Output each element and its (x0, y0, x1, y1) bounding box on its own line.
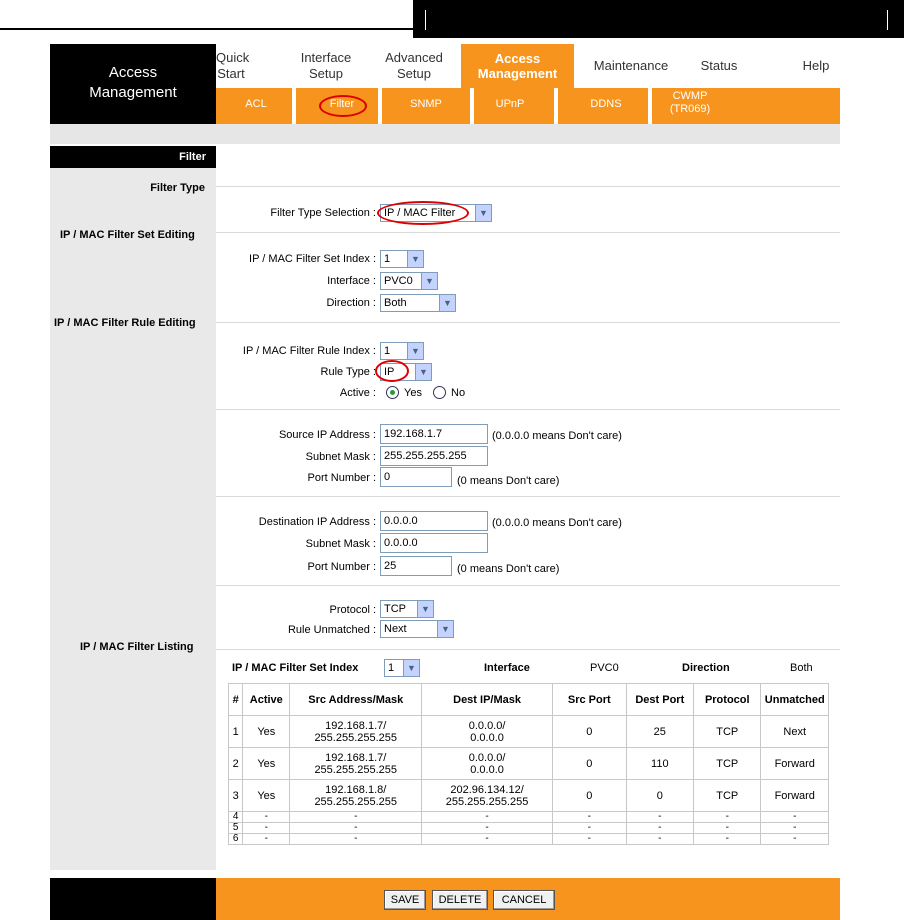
subnav-acl[interactable]: ACL (245, 98, 267, 110)
listing-set-index-select[interactable]: 1 ▼ (384, 659, 420, 677)
section-filter-type: Filter Type (150, 182, 205, 194)
col-dest: Dest IP/Mask (422, 684, 553, 716)
section-header (50, 44, 216, 124)
top-bar-right (413, 0, 904, 38)
col-num: # (229, 684, 243, 716)
nav-advanced-setup[interactable]: Advanced Setup (385, 50, 443, 81)
dst-port-note: (0 means Don't care) (457, 563, 560, 575)
cancel-button[interactable]: CANCEL (493, 890, 555, 910)
filter-type-label: Filter Type Selection : (270, 207, 376, 219)
table-row-empty: 6 - - - - - - - (229, 834, 829, 845)
src-ip-note: (0.0.0.0 means Don't care) (492, 430, 622, 442)
sub-nav (216, 88, 840, 124)
section-rule-editing: IP / MAC Filter Rule Editing (54, 317, 196, 329)
listing-direction-label: Direction (682, 662, 730, 674)
interface-select[interactable]: PVC0 ▼ (380, 272, 438, 290)
dst-port-label: Port Number : (307, 561, 376, 573)
filter-listing-table (228, 683, 829, 845)
nav-access-management[interactable]: Access Management (461, 44, 574, 88)
rule-type-select[interactable]: IP ▼ (380, 363, 432, 381)
listing-set-index-label: IP / MAC Filter Set Index (232, 662, 359, 674)
nav-interface-setup[interactable]: Interface Setup (300, 50, 352, 81)
unmatched-label: Rule Unmatched : (287, 624, 376, 636)
table-row-empty: 4 - - - - - - - (229, 812, 829, 823)
src-port-input[interactable]: 0 (380, 467, 452, 487)
col-protocol: Protocol (694, 684, 761, 716)
chevron-down-icon: ▼ (421, 273, 437, 289)
save-button[interactable]: SAVE (384, 890, 426, 910)
filter-type-highlight-oval (377, 201, 469, 225)
filter-highlight-oval (319, 95, 367, 117)
chevron-down-icon: ▼ (407, 343, 423, 359)
subnav-cwmp[interactable]: CWMP (TR069) (669, 90, 711, 115)
bottom-bar-left (50, 878, 216, 920)
delete-button[interactable]: DELETE (432, 890, 488, 910)
src-port-note: (0 means Don't care) (457, 475, 560, 487)
nav-maintenance[interactable]: Maintenance (593, 58, 669, 73)
nav-status[interactable]: Status (700, 58, 738, 73)
subnav-ddns[interactable]: DDNS (590, 98, 622, 110)
rule-type-highlight-oval (375, 360, 409, 382)
rule-index-label: IP / MAC Filter Rule Index : (242, 345, 376, 357)
col-active: Active (243, 684, 290, 716)
active-no-label: No (451, 387, 466, 399)
col-dest-port: Dest Port (626, 684, 693, 716)
direction-label: Direction : (326, 297, 376, 309)
table-row-empty: 5 - - - - - - - (229, 823, 829, 834)
set-index-label: IP / MAC Filter Set Index : (249, 253, 376, 265)
section-title-line1: Access (108, 64, 158, 81)
dst-mask-label: Subnet Mask : (305, 538, 376, 550)
col-src-port: Src Port (552, 684, 626, 716)
unmatched-select[interactable]: Next ▼ (380, 620, 454, 638)
col-unmatched: Unmatched (761, 684, 829, 716)
dst-ip-note: (0.0.0.0 means Don't care) (492, 517, 622, 529)
direction-select[interactable]: Both ▼ (380, 294, 456, 312)
table-row: 3 Yes 192.168.1.8/ 255.255.255.255 202.96.134.12/ 255.255.255.255 0 0 TCP Forward (229, 780, 829, 812)
chevron-down-icon: ▼ (403, 660, 419, 676)
top-bar (0, 0, 904, 38)
chevron-down-icon: ▼ (437, 621, 453, 637)
src-mask-label: Subnet Mask : (305, 451, 376, 463)
filter-type-select[interactable]: IP / MAC Filter ▼ (380, 204, 492, 222)
section-listing: IP / MAC Filter Listing (80, 641, 194, 653)
src-ip-input[interactable]: 192.168.1.7 (380, 424, 488, 444)
filter-header: Filter (50, 146, 216, 168)
section-set-editing: IP / MAC Filter Set Editing (60, 229, 195, 241)
subnav-snmp[interactable]: SNMP (410, 98, 442, 110)
section-title-line2: Management (89, 84, 177, 101)
listing-direction-value: Both (790, 662, 813, 674)
gray-band (50, 124, 840, 144)
table-row: 2 Yes 192.168.1.7/ 255.255.255.255 0.0.0.0/ 0.0.0.0 0 110 TCP Forward (229, 748, 829, 780)
nav-help[interactable]: Help (802, 58, 830, 73)
subnav-upnp[interactable]: UPnP (495, 98, 525, 110)
protocol-select[interactable]: TCP ▼ (380, 600, 434, 618)
src-port-label: Port Number : (307, 472, 376, 484)
chevron-down-icon: ▼ (439, 295, 455, 311)
table-header-row (229, 684, 829, 716)
rule-index-select[interactable]: 1 ▼ (380, 342, 424, 360)
rule-type-label: Rule Type : (320, 366, 376, 378)
chevron-down-icon: ▼ (475, 205, 491, 221)
protocol-label: Protocol : (329, 604, 376, 616)
sidebar (50, 168, 216, 870)
col-src: Src Address/Mask (290, 684, 422, 716)
dst-ip-input[interactable]: 0.0.0.0 (380, 511, 488, 531)
active-label: Active : (339, 387, 376, 399)
top-bar-left (0, 0, 413, 30)
subnav-filter[interactable]: Filter (329, 98, 355, 110)
listing-interface-value: PVC0 (590, 662, 619, 674)
src-ip-label: Source IP Address : (278, 429, 376, 441)
active-yes-radio[interactable] (386, 386, 399, 399)
table-row: 1 Yes 192.168.1.7/ 255.255.255.255 0.0.0.0/ 0.0.0.0 0 25 TCP Next (229, 716, 829, 748)
set-index-select[interactable]: 1 ▼ (380, 250, 424, 268)
dst-port-input[interactable]: 25 (380, 556, 452, 576)
nav-quick-start[interactable]: Quick Start (216, 50, 250, 81)
interface-label: Interface : (327, 275, 376, 287)
chevron-down-icon: ▼ (417, 601, 433, 617)
active-no-radio[interactable] (433, 386, 446, 399)
dst-mask-input[interactable]: 0.0.0.0 (380, 533, 488, 553)
active-yes-label: Yes (404, 387, 422, 399)
chevron-down-icon: ▼ (415, 364, 431, 380)
src-mask-input[interactable]: 255.255.255.255 (380, 446, 488, 466)
listing-interface-label: Interface (484, 662, 530, 674)
dst-ip-label: Destination IP Address : (258, 516, 376, 528)
chevron-down-icon: ▼ (407, 251, 423, 267)
